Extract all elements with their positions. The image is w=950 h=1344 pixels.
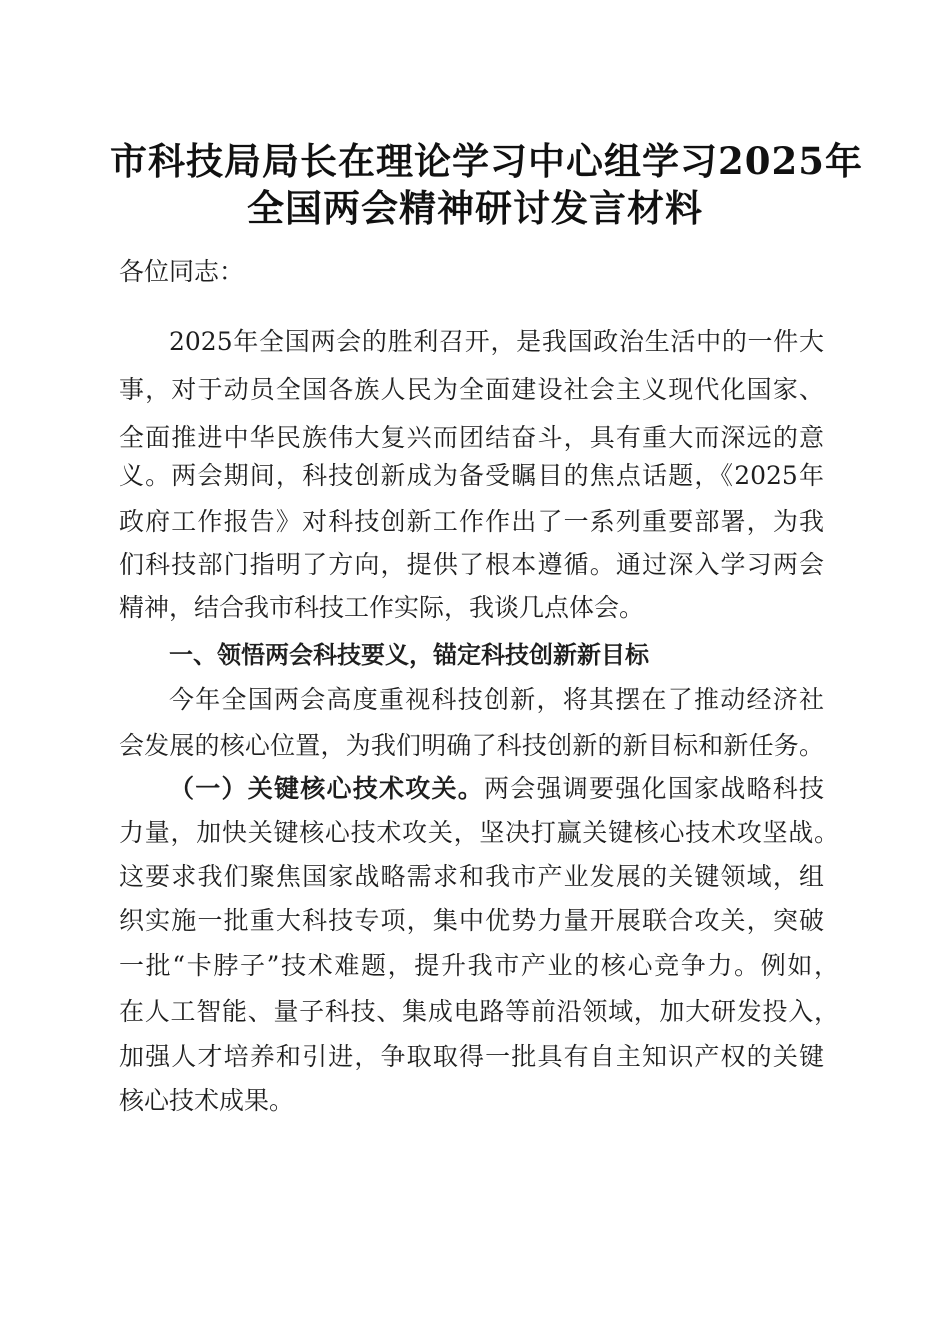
intro-line-6: 们科技部门指明了方向，提供了根本遵循。通过深入学习两会 — [119, 550, 824, 579]
subsection-1-label: （一）关键核心技术攻关。 — [169, 774, 484, 803]
document-title-line-1: 市科技局局长在理论学习中心组学习2025年 — [110, 139, 863, 183]
intro-line-4: 义。两会期间，科技创新成为备受瞩目的焦点话题，《2025年 — [119, 461, 824, 490]
subsection-1-line-3: 这要求我们聚焦国家战略需求和我市产业发展的关键领域，组 — [119, 862, 824, 891]
subsection-1-line-4: 织实施一批重大科技专项，集中优势力量开展联合攻关，突破 — [119, 906, 824, 935]
subsection-1-line-2: 力量，加快关键核心技术攻关，坚决打赢关键核心技术攻坚战。 — [119, 818, 839, 847]
intro-line-3: 全面推进中华民族伟大复兴而团结奋斗，具有重大而深远的意 — [119, 423, 824, 452]
intro-line-1: 2025年全国两会的胜利召开，是我国政治生活中的一件大 — [169, 327, 824, 356]
intro-line-5: 政府工作报告》对科技创新工作作出了一系列重要部署，为我 — [119, 507, 824, 536]
salutation: 各位同志： — [119, 257, 245, 286]
section-1-line-1: 今年全国两会高度重视科技创新，将其摆在了推动经济社 — [169, 685, 824, 714]
subsection-1-line-5: 一批“卡脖子”技术难题，提升我市产业的核心竞争力。例如， — [119, 951, 839, 980]
document-title-line-2: 全国两会精神研讨发言材料 — [247, 186, 703, 230]
subsection-1-line-7: 加强人才培养和引进，争取取得一批具有自主知识产权的关键 — [119, 1042, 824, 1071]
subsection-1-first-line — [169, 774, 824, 804]
subsection-1-line-6: 在人工智能、量子科技、集成电路等前沿领域，加大研发投入， — [119, 997, 839, 1026]
intro-line-7: 精神，结合我市科技工作实际，我谈几点体会。 — [119, 593, 645, 622]
section-1-line-2: 会发展的核心位置，为我们明确了科技创新的新目标和新任务。 — [119, 731, 824, 760]
section-1-heading: 一、领悟两会科技要义，锚定科技创新新目标 — [169, 641, 649, 669]
intro-line-2: 事，对于动员全国各族人民为全面建设社会主义现代化国家、 — [119, 375, 824, 404]
subsection-1-first-rest: 两会强调要强化国家战略科技 — [484, 774, 824, 803]
subsection-1-line-8: 核心技术成果。 — [119, 1086, 295, 1115]
